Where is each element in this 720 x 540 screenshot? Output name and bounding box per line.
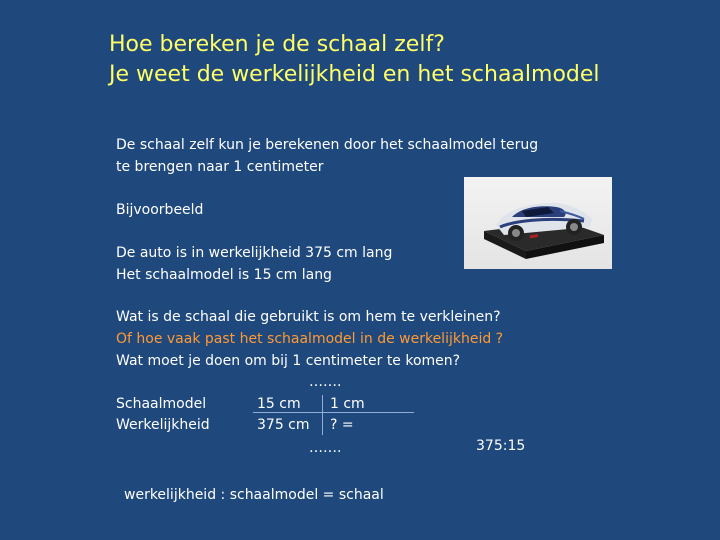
row-label-werkelijkheid: Werkelijkheid: [116, 417, 210, 433]
table-divider-vertical: [322, 395, 323, 435]
fact-model-length: Het schaalmodel is 15 cm lang: [116, 267, 332, 283]
question-1: Wat is de schaal die gebruikt is om hem te verkleinen?: [116, 309, 501, 325]
formula: werkelijkheid : schaalmodel = schaal: [124, 487, 384, 503]
dots-top: …….: [309, 374, 342, 390]
row-result-real: ? =: [330, 417, 354, 433]
facts-text: [116, 242, 392, 286]
dots-bottom: …….: [309, 440, 342, 456]
row-label-schaalmodel: Schaalmodel: [116, 396, 207, 412]
question-3: Wat moet je doen om bij 1 centimeter te komen?: [116, 353, 461, 369]
calculation: 375:15: [476, 438, 526, 454]
row-value-model: 15 cm: [257, 396, 301, 412]
example-label: Bijvoorbeeld: [116, 202, 204, 218]
questions-text: [116, 306, 503, 372]
car-illustration: [464, 177, 612, 269]
intro-line-2: te brengen naar 1 centimeter: [116, 159, 324, 175]
intro-text: [116, 134, 538, 178]
title-line-1: Hoe bereken je de schaal zelf?: [109, 32, 445, 57]
model-car-image: [464, 177, 612, 269]
fact-real-length: De auto is in werkelijkheid 375 cm lang: [116, 245, 393, 261]
intro-line-1: De schaal zelf kun je berekenen door het schaalmodel terug: [116, 137, 539, 153]
title-line-2: Je weet de werkelijkheid en het schaalmodel: [109, 62, 600, 87]
question-2-highlight: Of hoe vaak past het schaalmodel in de werkelijkheid ?: [116, 331, 504, 347]
slide-title: [109, 30, 600, 90]
table-divider-horizontal: [253, 412, 414, 413]
row-result-model: 1 cm: [330, 396, 365, 412]
row-value-real: 375 cm: [257, 417, 310, 433]
